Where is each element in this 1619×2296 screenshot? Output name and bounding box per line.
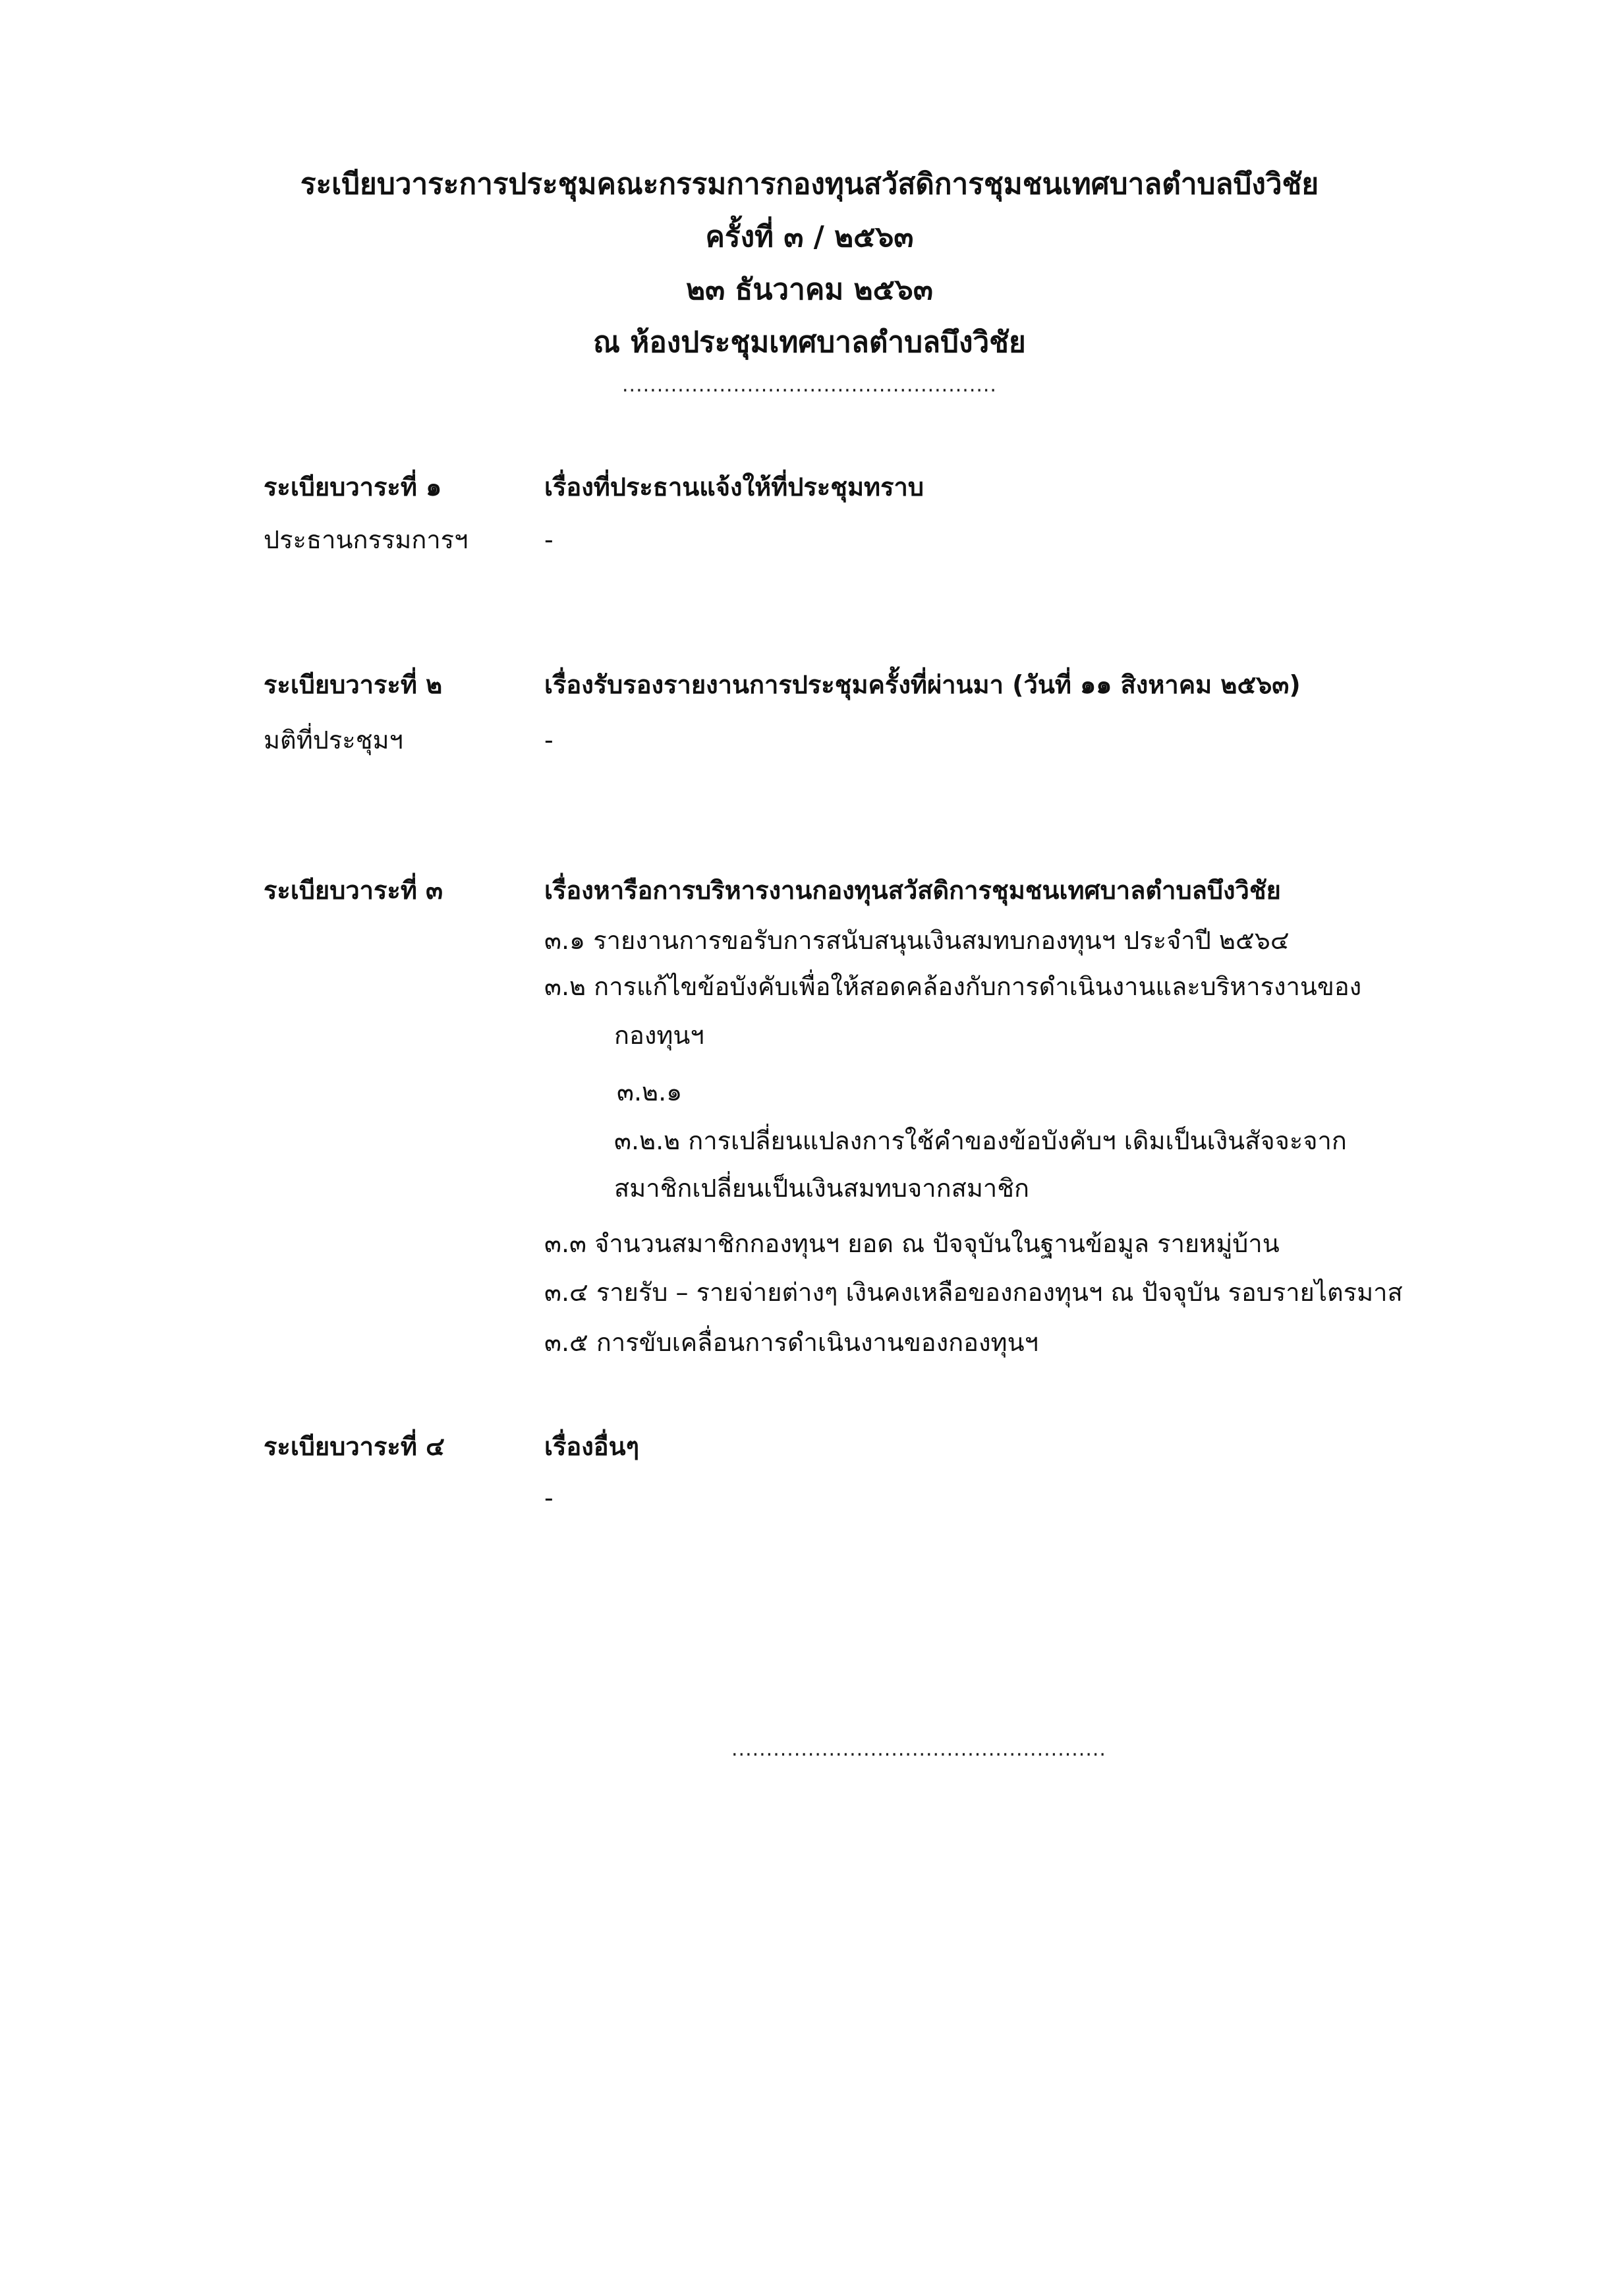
agenda-2-content: - — [544, 726, 554, 755]
agenda-2-sub-label: มติที่ประชุมฯ — [264, 726, 403, 755]
session-number: ครั้งที่ ๓ / ๒๕๖๓ — [705, 220, 914, 254]
agenda-3-item: ๓.๔ รายรับ – รายจ่ายต่างๆ เงินคงเหลือของกองทุนฯ ณ ปัจจุบัน รอบรายไตรมาส — [544, 1278, 1403, 1307]
agenda-3-item: ๓.๓ จำนวนสมาชิกกองทุนฯ ยอด ณ ปัจจุบันในฐานข้อมูล รายหมู่บ้าน — [544, 1229, 1280, 1258]
agenda-1-content: - — [544, 525, 554, 554]
agenda-3-item: ๓.๕ การขับเคลื่อนการดำเนินงานของกองทุนฯ — [544, 1328, 1038, 1357]
agenda-3-label: ระเบียบวาระที่ ๓ — [264, 876, 443, 905]
signature-line: ...................................................... — [731, 1738, 1106, 1761]
agenda-3-item-continuation: กองทุนฯ — [614, 1021, 704, 1050]
agenda-4-title: เรื่องอื่นๆ — [544, 1432, 639, 1461]
agenda-2-title: เรื่องรับรองรายงานการประชุมครั้งที่ผ่านมา (วันที่ ๑๑ สิงหาคม ๒๕๖๓) — [544, 670, 1301, 699]
document-title: ระเบียบวาระการประชุมคณะกรรมการกองทุนสวัสดิการชุมชนเทศบาลตำบลบึงวิชัย — [300, 167, 1319, 201]
agenda-3-subitem: ๓.๒.๑ — [617, 1077, 683, 1106]
agenda-3-item: ๓.๒ การแก้ไขข้อบังคับเพื่อให้สอดคล้องกับการดำเนินงานและบริหารงานของ — [544, 972, 1362, 1001]
agenda-2-label: ระเบียบวาระที่ ๒ — [264, 670, 443, 699]
agenda-4-content: - — [544, 1483, 554, 1512]
agenda-1-title: เรื่องที่ประธานแจ้งให้ที่ประชุมทราบ — [544, 473, 924, 502]
agenda-4-label: ระเบียบวาระที่ ๔ — [264, 1432, 445, 1461]
agenda-3-subitem: ๓.๒.๒ การเปลี่ยนแปลงการใช้คำของข้อบังคับฯ เดิมเป็นเงินสัจจะจาก — [614, 1126, 1347, 1155]
meeting-venue: ณ ห้องประชุมเทศบาลตำบลบึงวิชัย — [593, 326, 1026, 359]
agenda-3-subitem-continuation: สมาชิกเปลี่ยนเป็นเงินสมทบจากสมาชิก — [614, 1174, 1030, 1203]
agenda-1-label: ระเบียบวาระที่ ๑ — [264, 473, 442, 502]
agenda-3-title: เรื่องหารือการบริหารงานกองทุนสวัสดิการชุมชนเทศบาลตำบลบึงวิชัย — [544, 876, 1281, 905]
header-divider: ...................................................... — [622, 374, 997, 397]
agenda-3-item: ๓.๑ รายงานการขอรับการสนับสนุนเงินสมทบกองทุนฯ ประจำปี ๒๕๖๔ — [544, 926, 1290, 955]
agenda-1-sub-label: ประธานกรรมการฯ — [264, 525, 469, 554]
meeting-date: ๒๓ ธันวาคม ๒๕๖๓ — [686, 273, 933, 306]
